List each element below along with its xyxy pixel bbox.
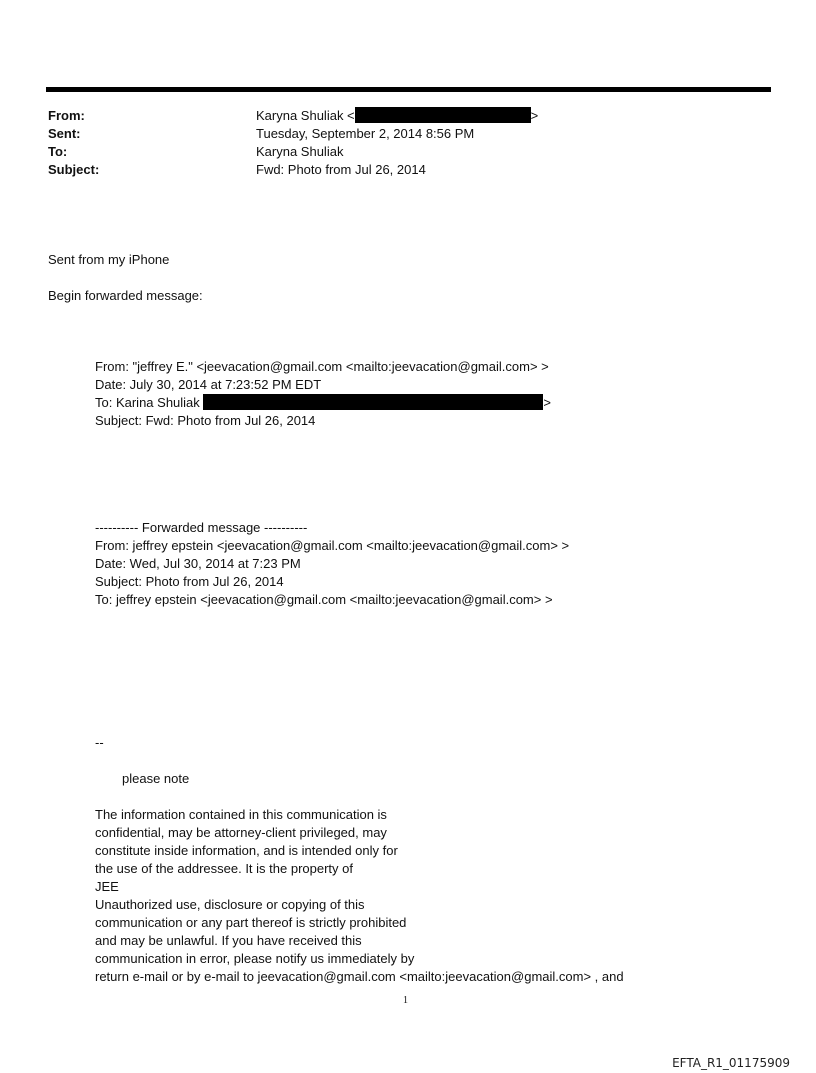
confidentiality-notice (95, 806, 624, 986)
please-note: please note (122, 771, 190, 786)
fwd1-date: Date: July 30, 2014 at 7:23:52 PM EDT (95, 377, 322, 392)
signature-dashes: -- (95, 735, 104, 750)
to-label: To: (48, 144, 68, 159)
notice-line: confidential, may be attorney-client privileged, may (95, 825, 387, 840)
notice-line: the use of the addressee. It is the property of (95, 861, 353, 876)
notice-line: return e-mail or by e-mail to jeevacation@gmail.com <mailto:jeevacation@gmail.com> , and (95, 969, 624, 984)
sent-value: Tuesday, September 2, 2014 8:56 PM (256, 126, 475, 141)
sent-label: Sent: (48, 126, 81, 141)
subject-value: Fwd: Photo from Jul 26, 2014 (256, 162, 426, 177)
fwd2-from: From: jeffrey epstein <jeevacation@gmail.com <mailto:jeevacation@gmail.com> > (95, 538, 570, 553)
fwd1-to (95, 394, 551, 412)
to-value: Karyna Shuliak (256, 144, 344, 159)
notice-line: The information contained in this communication is (95, 807, 387, 822)
fwd1-to-name: To: Karina Shuliak (95, 395, 200, 410)
fwd1-from: From: "jeffrey E." <jeevacation@gmail.com <mailto:jeevacation@gmail.com> > (95, 359, 549, 374)
fwd1-subject: Subject: Fwd: Photo from Jul 26, 2014 (95, 413, 316, 428)
redaction-block (355, 107, 531, 123)
notice-line: Unauthorized use, disclosure or copying of this (95, 897, 365, 912)
notice-line: constitute inside information, and is intended only for (95, 843, 398, 858)
from-label: From: (48, 108, 85, 123)
sent-from-text: Sent from my iPhone (48, 252, 170, 267)
notice-line: communication or any part thereof is strictly prohibited (95, 915, 407, 930)
header-rule (46, 87, 771, 92)
document-id: EFTA_R1_01175909 (672, 1056, 790, 1070)
page-number: 1 (403, 995, 408, 1006)
fwd2-to: To: jeffrey epstein <jeevacation@gmail.com <mailto:jeevacation@gmail.com> > (95, 592, 553, 607)
notice-line: and may be unlawful. If you have received this (95, 933, 362, 948)
fwd1-to-close: > (543, 395, 551, 410)
from-value (256, 107, 538, 125)
fwd2-subject: Subject: Photo from Jul 26, 2014 (95, 574, 284, 589)
begin-forwarded-text: Begin forwarded message: (48, 288, 203, 303)
subject-label: Subject: (48, 162, 100, 177)
fwd2-date: Date: Wed, Jul 30, 2014 at 7:23 PM (95, 556, 301, 571)
notice-line: communication in error, please notify us immediately by (95, 951, 415, 966)
fwd2-separator: ---------- Forwarded message ---------- (95, 520, 308, 535)
from-name: Karyna Shuliak < (256, 108, 355, 123)
redaction-block (203, 394, 543, 410)
from-close: > (530, 108, 539, 123)
notice-line: JEE (95, 879, 119, 894)
